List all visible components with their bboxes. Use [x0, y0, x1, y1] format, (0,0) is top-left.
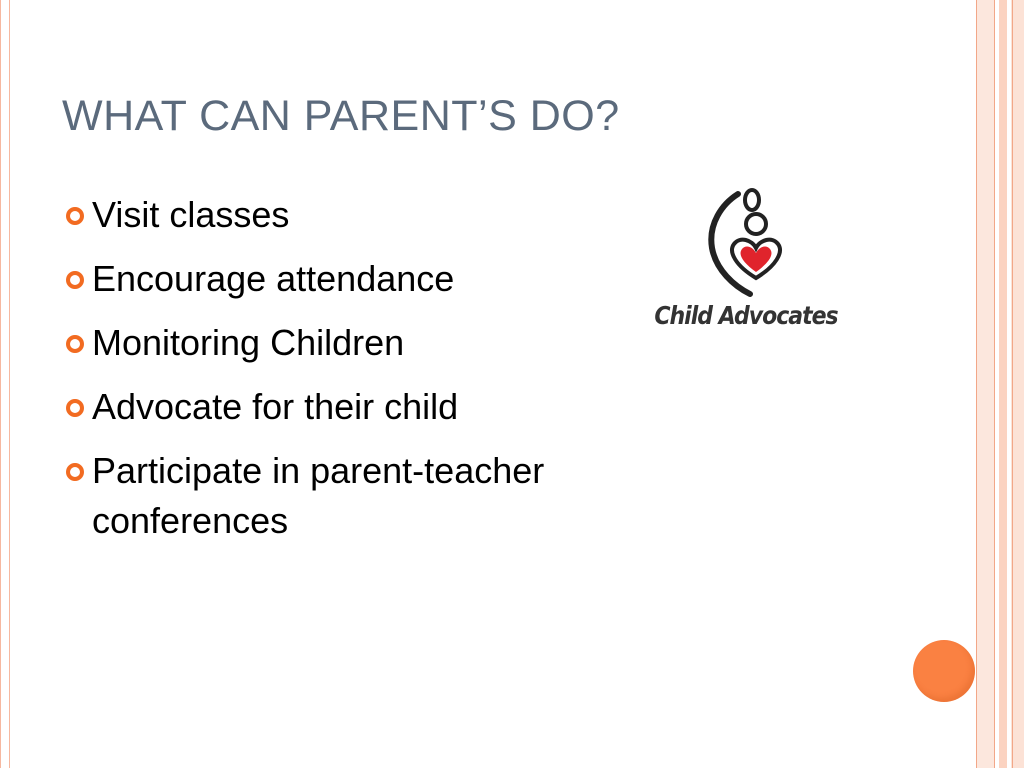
bullet-item — [64, 446, 684, 546]
bullet-text: Visit classes — [92, 194, 290, 235]
ring-bullet-icon — [66, 463, 84, 481]
right-stripe-decoration — [976, 0, 1024, 768]
bullet-text: Monitoring Children — [92, 322, 405, 363]
bullet-item — [64, 382, 684, 432]
bullet-text: Encourage attendance — [92, 258, 455, 299]
bullet-item — [64, 190, 684, 240]
ring-bullet-icon — [66, 207, 84, 225]
bullet-item — [64, 318, 684, 368]
logo-wordmark: Child Advocates — [654, 302, 838, 331]
bullet-text: Participate in parent-teacher conferences — [92, 450, 545, 541]
bullet-item — [64, 254, 684, 304]
child-advocates-logo — [640, 186, 852, 342]
bullet-list — [64, 190, 684, 560]
left-border-decoration — [0, 0, 10, 768]
ring-bullet-icon — [66, 335, 84, 353]
ring-bullet-icon — [66, 399, 84, 417]
parent-child-heart-icon — [700, 186, 790, 298]
decorative-circle — [913, 640, 975, 702]
ring-bullet-icon — [66, 271, 84, 289]
slide-title: WHAT CAN PARENT’S DO? — [62, 92, 620, 140]
bullet-text: Advocate for their child — [92, 386, 459, 427]
